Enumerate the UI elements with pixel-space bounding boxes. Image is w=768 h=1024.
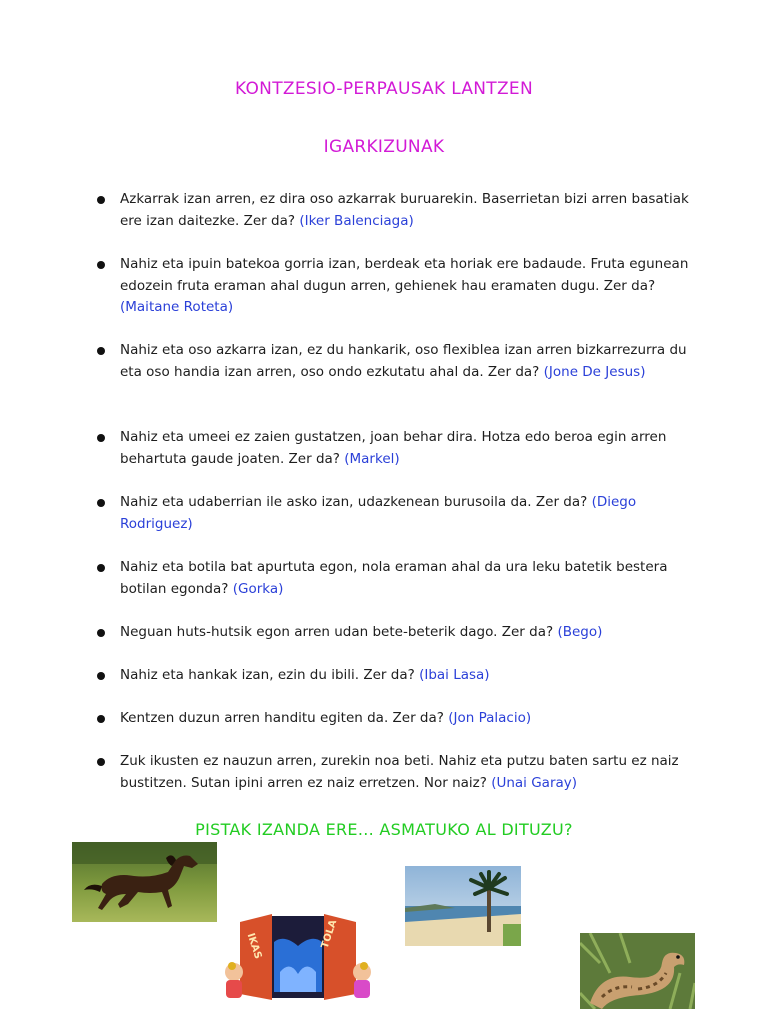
riddle-text: Nahiz eta ipuin batekoa gorria izan, berdeak eta horiak ere badaude. Fruta egunean edozein fruta eraman ahal dugun arren, gehienek hau eramaten dugu. Zer da? <box>120 256 689 294</box>
riddle-item <box>120 254 695 319</box>
snake-image <box>580 933 695 1009</box>
riddle-author: (Markel) <box>344 450 400 467</box>
bullet-icon <box>97 347 105 355</box>
riddle-text: Nahiz eta hankak izan, ezin du ibili. Zer da? <box>120 667 415 683</box>
bullet-icon <box>97 564 105 572</box>
riddle-author: (Iker Balenciaga) <box>299 212 414 229</box>
riddle-author: (Jone De Jesus) <box>543 363 646 380</box>
riddle-text: Zuk ikusten ez nauzun arren, zurekin noa beti. Nahiz eta putzu baten sartu ez naiz bustitzen. Sutan ipini arren ez naiz erretzen. Nor naiz? <box>120 753 679 791</box>
school-doors-image <box>222 912 372 1008</box>
bullet-icon <box>97 758 105 766</box>
bullet-icon <box>97 672 105 680</box>
horse-image <box>72 842 217 922</box>
riddle-item <box>120 492 695 535</box>
riddle-item <box>120 189 695 232</box>
riddle-text: Kentzen duzun arren handitu egiten da. Zer da? <box>120 710 444 726</box>
page-title: KONTZESIO-PERPAUSAK LANTZEN <box>234 79 533 99</box>
riddle-item <box>120 427 695 470</box>
bullet-icon <box>97 434 105 442</box>
riddle-author: (Diego Rodriguez) <box>120 494 637 532</box>
riddle-text: Azkarrak izan arren, ez dira oso azkarrak buruarekin. Baserrietan bizi arren basatiak ere izan daitezke. Zer da? <box>120 191 689 229</box>
sign-right-text: TOLA <box>319 918 340 950</box>
bullet-icon <box>97 629 105 637</box>
riddle-item <box>120 665 695 687</box>
riddle-item <box>120 751 695 794</box>
riddle-item <box>120 340 695 383</box>
bullet-icon <box>97 499 105 507</box>
riddle-text: Nahiz eta udaberrian ile asko izan, udazkenean burusoila da. Zer da? <box>120 494 588 510</box>
bullet-icon <box>97 715 105 723</box>
bullet-icon <box>97 196 105 204</box>
riddle-text: Nahiz eta botila bat apurtuta egon, nola eraman ahal da ura leku batetik bestera botilan egonda? <box>120 559 668 597</box>
hints-heading: PISTAK IZANDA ERE... ASMATUKO AL DITUZU? <box>195 820 573 839</box>
riddle-item <box>120 557 695 600</box>
riddle-item <box>120 622 695 644</box>
riddle-author: (Jon Palacio) <box>448 710 532 726</box>
bullet-icon <box>97 261 105 269</box>
riddle-author: (Gorka) <box>232 580 284 597</box>
riddle-author: (Ibai Lasa) <box>419 667 490 683</box>
riddle-author: (Unai Garay) <box>491 774 578 791</box>
riddle-text: Nahiz eta oso azkarra izan, ez du hankarik, oso flexiblea izan arren bizkarrezurra du eta oso handia izan arren, oso ondo ezkutatu ahal da. Zer da? <box>120 342 687 380</box>
page-subtitle: IGARKIZUNAK <box>323 137 445 157</box>
riddle-author: (Bego) <box>557 624 603 640</box>
riddle-item <box>120 708 695 730</box>
sign-left-text: IKAS <box>244 931 264 961</box>
riddle-text: Neguan huts-hutsik egon arren udan bete-beterik dago. Zer da? <box>120 624 554 640</box>
beach-palm-image <box>405 866 521 946</box>
riddle-text: Nahiz eta umeei ez zaien gustatzen, joan behar dira. Hotza edo beroa egin arren behartuta gaude joaten. Zer da? <box>120 429 667 467</box>
riddle-author: (Maitane Roteta) <box>120 299 234 315</box>
